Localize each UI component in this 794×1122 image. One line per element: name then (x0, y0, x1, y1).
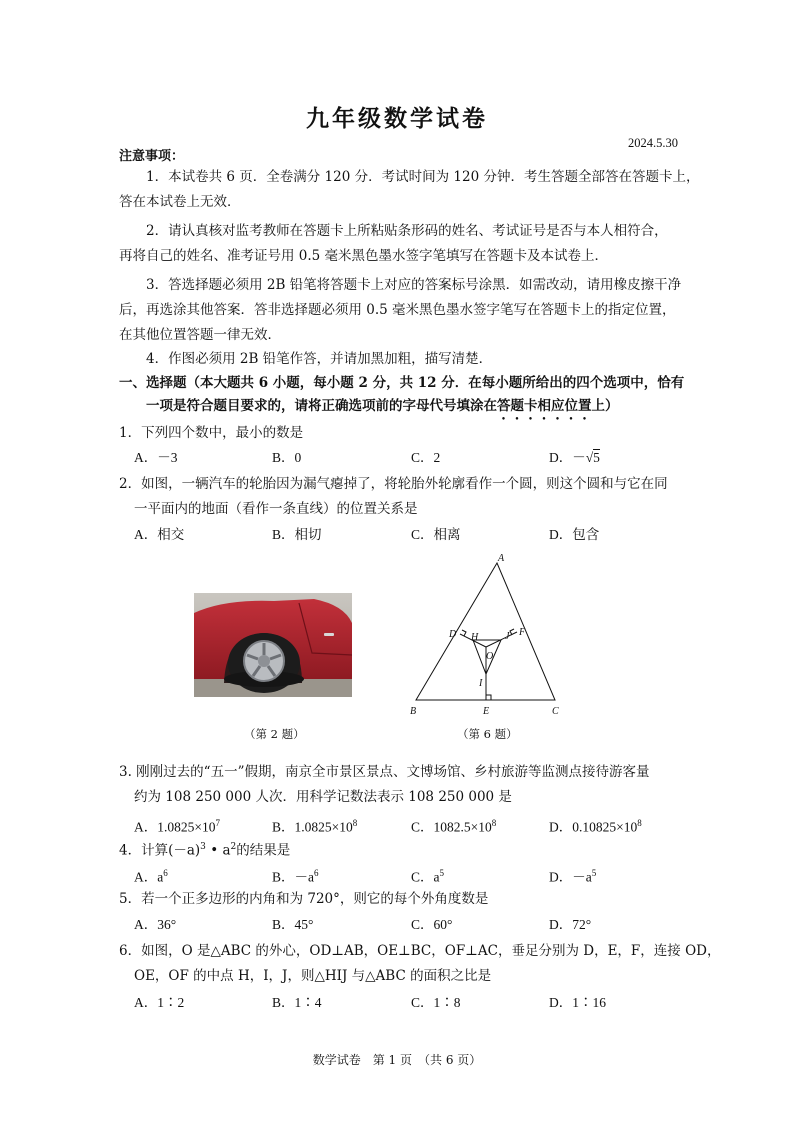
q3-option-d: D．$0.10825\times 10^8$ (549, 818, 642, 835)
q5-option-d: D．72° (549, 917, 592, 932)
q4-option-c: C．$a^5$ (411, 868, 444, 885)
note-3-line-2: 后，再选涂其他答案．答非选择题必须用 0.5 毫米黑色墨水签字笔写在答题卡上的指定位置， (119, 302, 676, 318)
q3-option-b: B．$1.0825\times 10^8$ (272, 818, 358, 835)
label-e: E (483, 706, 490, 717)
exam-date: 2024.5.30 (628, 136, 678, 150)
q1-option-d (549, 445, 600, 471)
q2-option-d: D．包含 (549, 527, 600, 542)
note-4-line-1: 4．作图必须用 2B 铅笔作答，并请加黑加粗，描写清楚． (146, 351, 493, 367)
q6-stem-line-1: 6．如图，O 是△ABC 的外心，OD⊥AB，OE⊥BC，OF⊥AC，垂足分别为 D，E，F，连接 OD， (119, 943, 721, 959)
label-j: J (505, 631, 510, 642)
q4-stem: 4．计算$(-a)^3$ • $a^2$的结果是 (119, 842, 291, 859)
q5-option-c: C．60° (411, 917, 453, 932)
note-1-line-2: 答在本试卷上无效． (119, 194, 241, 210)
label-c: C (552, 706, 559, 717)
page-title: 九年级数学试卷 (306, 105, 488, 132)
q2-option-c: C．相离 (411, 527, 461, 542)
section-1-heading-line-2 (146, 393, 619, 423)
note-3-line-1: 3．答选择题必须用 2B 铅笔将答题卡上对应的答案标号涂黑．如需改动，请用橡皮擦干净 (146, 277, 682, 293)
page-footer: 数学试卷 第 1 页 （共 6 页） (312, 1053, 482, 1067)
q5-option-b: B．45° (272, 917, 314, 932)
fig-6-caption: （第 6 题） (457, 727, 518, 741)
q6-option-b: B．1∶4 (272, 995, 322, 1010)
flat-tire-car-photo (194, 593, 352, 697)
label-f: F (519, 627, 526, 638)
label-b: B (410, 706, 417, 717)
section-1-text-a: 一项是符合题目要求的，请将正确选项前的字母代号填涂在 (146, 398, 497, 414)
note-1-line-1: 1．本试卷共 6 页．全卷满分 120 分．考试时间为 120 分钟．考生答题全部答在答题卡上， (146, 169, 700, 185)
note-2-line-2: 再将自己的姓名、准考证号用 0.5 毫米黑色墨水签字笔填写在答题卡及本试卷上． (119, 248, 609, 264)
q3-option-a: A．$1.0825\times 10^7$ (134, 818, 220, 835)
q3-stem-line-1: 3. 刚刚过去的“五一”假期，南京全市景区景点、文博场馆、乡村旅游等监测点接待游客量 (119, 764, 650, 780)
q6-stem-line-2: OE，OF 的中点 H，I，J，则△HIJ 与△ABC 的面积之比是 (134, 968, 492, 984)
note-3-line-3: 在其他位置答题一律无效． (119, 327, 281, 343)
notes-heading: 注意事项： (119, 149, 185, 164)
q6-option-a: A．1∶2 (134, 995, 185, 1010)
q1-option-c: C．2 (411, 450, 441, 465)
q1-option-d-radicand: 5 (593, 450, 600, 465)
q1-stem: 1．下列四个数中，最小的数是 (119, 425, 304, 441)
triangle-circumcenter-diagram (404, 553, 572, 721)
label-a: A (498, 553, 505, 564)
q2-stem-line-2: 一平面内的地面（看作一条直线）的位置关系是 (134, 501, 418, 517)
q1-option-b: B．0 (272, 450, 302, 465)
q2-stem-line-1: 2．如图，一辆汽车的轮胎因为漏气瘪掉了，将轮胎外轮廓看作一个圆，则这个圆和与它在同 (119, 476, 668, 492)
q4-option-a: A．$a^6$ (134, 868, 168, 885)
section-1-text-c: 上） (591, 398, 619, 414)
q1-option-a: A．－3 (134, 450, 178, 465)
q3-option-c: C．$1082.5\times 10^8$ (411, 818, 497, 835)
note-2-line-1: 2．请认真核对监考教师在答题卡上所粘贴条形码的姓名、考试证号是否与本人相符合， (146, 223, 668, 239)
q6-option-d: D．1∶16 (549, 995, 606, 1010)
fig-2-caption: （第 2 题） (244, 727, 305, 741)
sqrt-icon: √ (585, 450, 594, 465)
q2-option-b: B．相切 (272, 527, 322, 542)
q6-option-c: C．1∶8 (411, 995, 461, 1010)
section-1-heading-line-1: 一、选择题（本大题共 6 小题，每小题 2 分，共 12 分．在每小题所给出的四个选项中，恰有 (119, 375, 685, 391)
q1-option-d-prefix: D．－ (549, 450, 586, 465)
label-o: O (486, 651, 494, 662)
label-d: D (449, 629, 457, 640)
section-1-emphasis: 答题卡相应位置 (497, 398, 592, 414)
label-h: H (471, 632, 479, 643)
label-i: I (479, 678, 483, 689)
q5-stem: 5．若一个正多边形的内角和为 720°，则它的每个外角度数是 (119, 891, 489, 907)
q5-option-a: A．36° (134, 917, 177, 932)
q4-option-b: B．$-a^6$ (272, 868, 319, 885)
q3-stem-line-2: 约为 108 250 000 人次．用科学记数法表示 108 250 000 是 (134, 789, 512, 805)
q2-option-a: A．相交 (134, 527, 185, 542)
right-angle-e (486, 695, 491, 700)
q4-option-d: D．$-a^5$ (549, 868, 597, 885)
